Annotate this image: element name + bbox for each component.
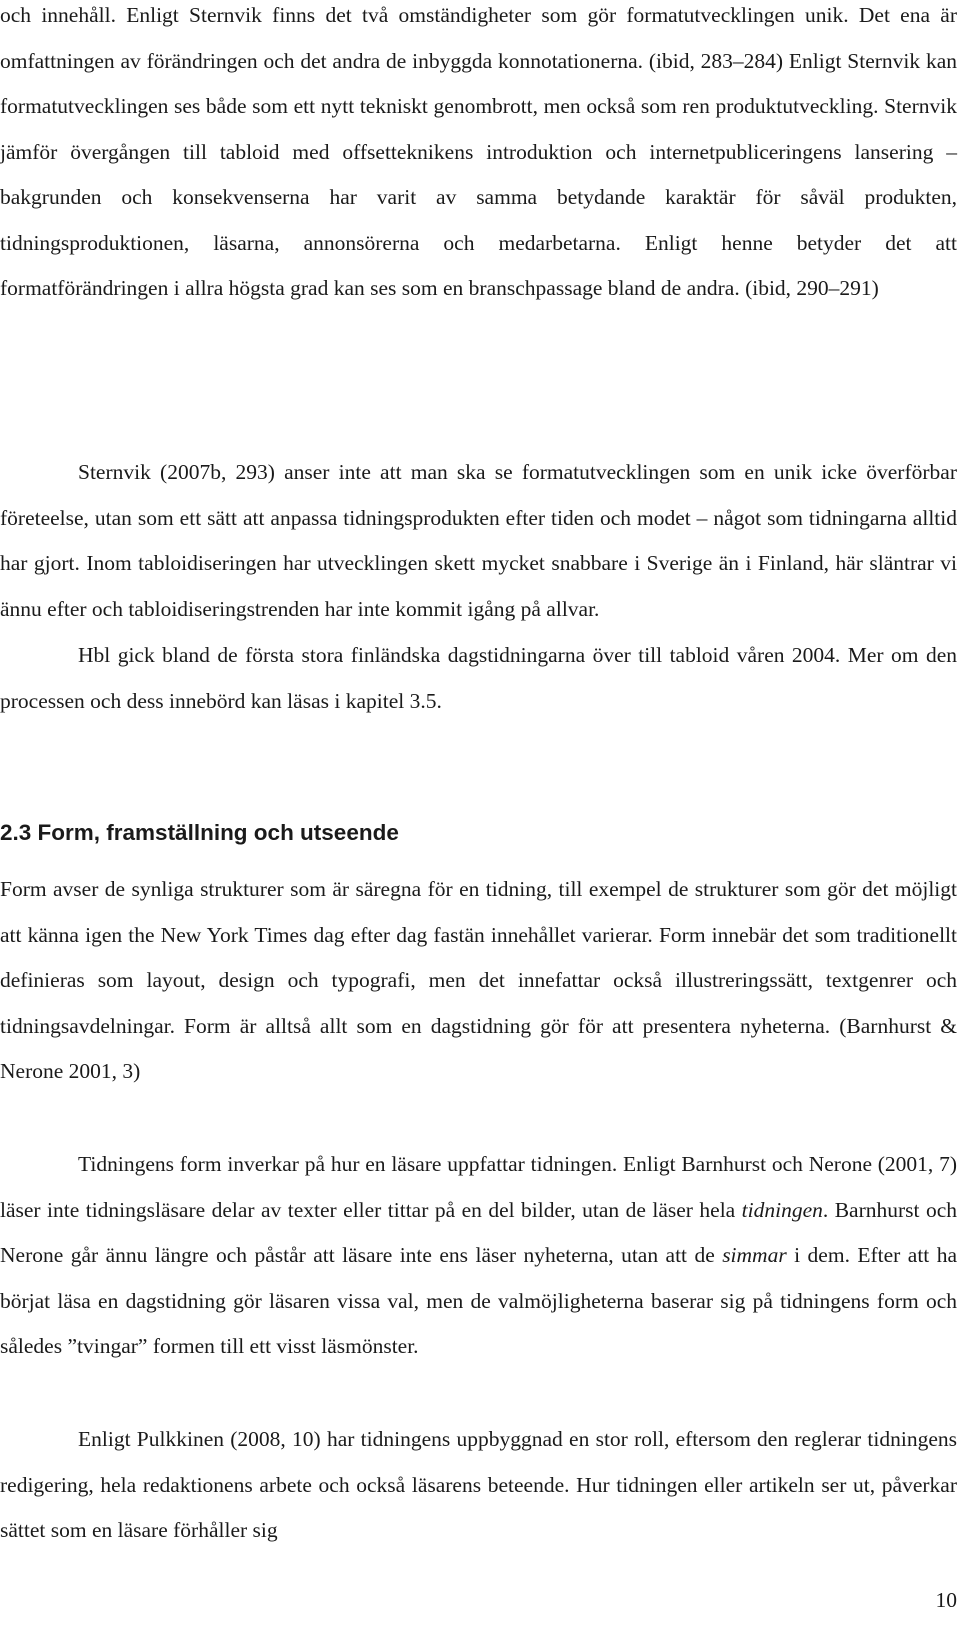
paragraph-text-segment: i dem. Efter att ha börjat läsa en dagstidning gör läsaren vissa val, men de valmöjligheterna baserar sig på tidningens form och således ”tvingar” formen till ett visst läsmönster. [0, 1243, 957, 1358]
emphasis-word: simmar [722, 1243, 787, 1267]
paragraph-text-segment: Tidningens form inverkar på hur en läsare uppfattar tidningen. Enligt Barnhurst och Nerone (2001, 7) läser inte tidningsläsare delar av texter eller tittar på en del bilder, utan de läser hela [0, 1152, 957, 1222]
paragraph-form-definition: Form avser de synliga strukturer som är säregna för en tidning, till exempel de strukturer som gör det möjligt att känna igen the New York Times dag efter dag fastän innehållet varierar. Form innebär det som traditionellt definieras som layout, design och typografi, men det innefattar också illustreringssätt, textgenrer och tidningsavdelningar. Form är alltså allt som en dagstidning gör för att presentera nyheterna. (Barnhurst & Nerone 2001, 3) [0, 877, 957, 1083]
section-heading: 2.3 Form, framställning och utseende [0, 820, 399, 845]
paragraph-pulkkinen: Enligt Pulkkinen (2008, 10) har tidningens uppbyggnad en stor roll, eftersom den reglerar tidningens redigering, hela redaktionens arbete och också läsarens beteende. Hur tidningen eller artikeln ser ut, påverkar sättet som en läsare förhåller sig [0, 1427, 957, 1542]
emphasis-word: tidningen [741, 1197, 823, 1222]
paragraph-sternvik-2007b: Sternvik (2007b, 293) anser inte att man ska se formatutvecklingen som en unik icke överförbar företeelse, utan som ett sätt att anpassa tidningsprodukten efter tiden och modet – något som tidningarna alltid har gjort. Inom tabloidiseringen har utvecklingen skett mycket snabbare i Sverige än i Finland, här släntrar vi ännu efter och tabloidiseringstrenden har inte kommit igång på allvar. [0, 460, 957, 621]
paragraph-hbl-tabloid: Hbl gick bland de första stora finländska dagstidningarna över till tabloid våren 2004. Mer om den processen och dess innebörd kan läsas i kapitel 3.5. [0, 643, 957, 713]
paragraph-text-segment: . Barnhurst och Nerone går ännu längre och påstår att läsare inte ens läser nyheterna, utan att de [0, 1197, 958, 1267]
paragraph-sternvik-format: och innehåll. Enligt Sternvik finns det två omständigheter som gör formatutvecklingen unik. Det ena är omfattningen av förändringen och det andra de inbyggda konnotationerna. (ibid, 283–284) Enligt Sternvik kan formatutvecklingen ses både som ett nytt tekniskt genombrott, men också som ren produktutveckling. Sternvik jämför övergången till tabloid med offsetteknikens introduktion och internetpubliceringens lansering – bakgrunden och konsekvenserna har varit av samma betydande karaktär för såväl produkten, tidningsproduktionen, läsarna, annonsörerna och medarbetarna. Enligt henne betyder det att formatförändringen i allra högsta grad kan ses som en branschpassage bland de andra. (ibid, 290–291) [0, 3, 957, 300]
paragraph-form-reader [0, 1142, 957, 1370]
page-number: 10 [935, 1588, 957, 1612]
